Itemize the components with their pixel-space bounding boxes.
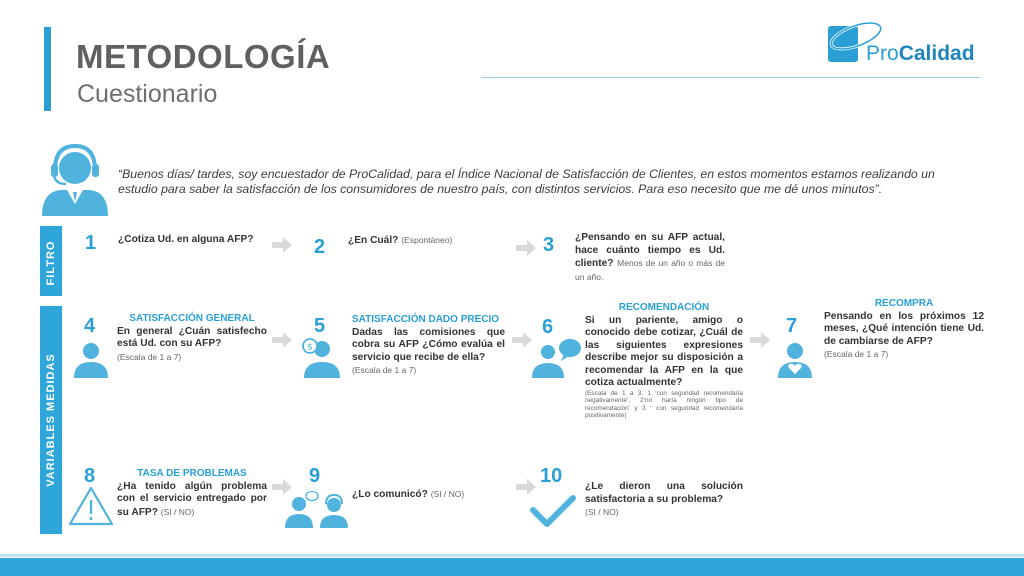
checkmark-icon — [530, 494, 576, 528]
person-money-icon — [300, 336, 342, 378]
footer-line — [0, 554, 1024, 557]
arrow-right-icon — [516, 240, 536, 256]
headset-agent-icon — [40, 140, 110, 216]
question-number-9: 9 — [309, 465, 321, 487]
question-5: SATISFACCIÓN DADO PRECIO Dadas las comisiones que cobra su AFP ¿Cómo evalúa el servicio que recibe de ella? (Escala de 1 a 7) — [352, 314, 505, 375]
people-talking-icon — [282, 490, 352, 528]
question-number-6: 6 — [542, 316, 554, 338]
arrow-right-icon — [272, 332, 292, 348]
question-number-8: 8 — [84, 465, 96, 487]
people-chat-icon — [528, 336, 582, 378]
logo-text: ProCalidad — [866, 42, 975, 65]
question-10: ¿Le dieron una solución satisfactoria a su problema? (SI / NO) — [585, 481, 743, 517]
arrow-right-icon — [516, 479, 536, 495]
question-number-2: 2 — [314, 236, 326, 258]
page-title: METODOLOGÍA — [76, 38, 331, 75]
person-heart-icon — [776, 340, 814, 378]
arrow-right-icon — [750, 332, 770, 348]
header-accent-bar — [44, 27, 51, 111]
section-label-variables: VARIABLES MEDIDAS — [45, 353, 57, 487]
person-icon — [72, 340, 110, 378]
question-3: ¿Pensando en su AFP actual, hace cuánto tiempo es Ud. cliente? Menos de un año o más de un año. — [575, 232, 725, 282]
warning-icon — [68, 486, 114, 526]
question-8: TASA DE PROBLEMAS ¿Ha tenido algún problema con el servicio entregado por su AFP? (SI / NO) — [117, 468, 267, 518]
question-number-5: 5 — [314, 315, 326, 337]
section-label-filtro: FILTRO — [45, 240, 57, 286]
svg-text:$: $ — [307, 342, 313, 353]
question-7: RECOMPRA Pensando en los próximos 12 meses, ¿Qué intención tiene Ud. de cambiarse de AFP? (Escala de 1 a 7) — [824, 298, 984, 359]
question-1: ¿Cotiza Ud. en alguna AFP? — [118, 234, 254, 245]
arrow-right-icon — [272, 237, 292, 253]
question-number-1: 1 — [85, 232, 97, 254]
footer-bar — [0, 558, 1024, 576]
question-6: RECOMENDACIÓN Si un pariente, amigo o conocido debe cotizar, ¿Cuál de las siguientes expresiones describe mejor su disposición a recomendar la AFP en la que cotiza actualmente? (Escala de 1 a 3, 1 ‘con seguridad recomendaría negativamente’, 2‘no haría ningún tipo de recomendación’ y 3 ‘ con seguridad recomendaría positivamente) — [585, 302, 743, 420]
question-2: ¿En Cuál? (Espontáneo) — [348, 235, 453, 246]
question-4: SATISFACCIÓN GENERAL En general ¿Cuán satisfecho está Ud. con su AFP? (Escala de 1 a 7) — [117, 313, 267, 362]
question-number-3: 3 — [543, 234, 555, 256]
question-number-10: 10 — [540, 465, 563, 487]
question-number-4: 4 — [84, 315, 96, 337]
question-number-7: 7 — [786, 315, 798, 337]
header-divider — [481, 77, 981, 78]
question-9: ¿Lo comunicó? (SI / NO) — [352, 489, 465, 500]
intro-quote: “Buenos días/ tardes, soy encuestador de ProCalidad, para el Índice Nacional de Satisfacción de Clientes, en estos momentos estamos realizando un estudio para saber la satisfacción de los consumidores de nuestro país, con distintos servicios. Para eso necesito que me dé unos minutos”. — [118, 167, 935, 196]
page-subtitle: Cuestionario — [77, 80, 218, 108]
